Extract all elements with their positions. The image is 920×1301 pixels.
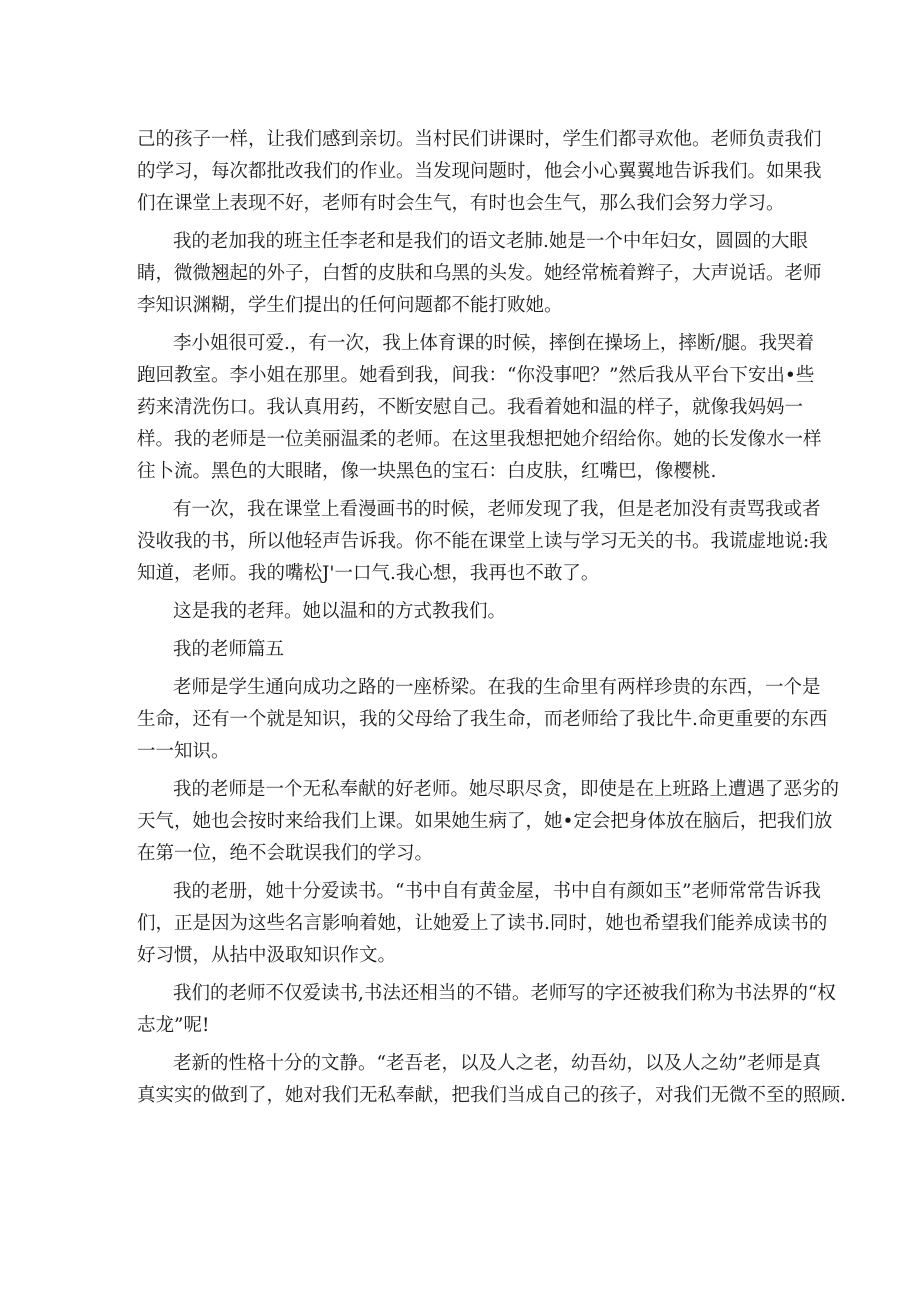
text-line: 我的老加我的班主任李老和是我们的语文老肺.她是一个中年妇女，圆圆的大眼: [173, 231, 808, 252]
document-body: [137, 124, 846, 1112]
text-line: 们在课堂上表现不好，老师有时会生气，有时也会生气，那么我们会努力学习。: [137, 193, 785, 214]
text-line: 们，正是因为这些名言影响着她，让她爱上了读书.同时，她也希望我们能养成读书的: [137, 913, 828, 934]
text-line: 这是我的老拜。她以温和的方式教我们。: [173, 601, 507, 622]
text-line: 往卜流。黑色的大眼睹，像一块黑色的宝石：白皮肤，红嘴巴，像樱桃.: [137, 461, 717, 482]
text-line: 天气，她也会按时来给我们上课。如果她生病了，她•定会把身体放在脑后，把我们放: [137, 811, 833, 832]
section-heading: 我的老师篇五: [173, 639, 285, 660]
text-line: 我的老册，她十分爱读书。“书中自有黄金屋，书中自有颜如玉”老师常常告诉我: [173, 881, 821, 902]
text-line: 的学习，每次都批改我们的作业。当发现问题时，他会小心翼翼地告诉我们。如果我: [137, 161, 822, 182]
text-line: 我们的老师不仅爱读书,书法还相当的不错。老师写的字还被我们称为书法界的“权: [173, 983, 836, 1004]
text-line: 李小姐很可爱.，有一次，我上体育课的时候，摔倒在操场上，摔断/腿。我哭着: [173, 333, 815, 354]
text-line: 李知识渊糊，学生们提出的任何问题都不能打败她。: [137, 295, 563, 316]
text-line: 跑回教室。李小姐在那里。她看到我，间我：“你没事吧？”然后我从平台下安出•些: [137, 365, 815, 386]
text-line: 样。我的老师是一位美丽温柔的老师。在这里我想把她介绍给你。她的长发像水一样: [137, 429, 822, 450]
text-line: 没收我的书，所以他轻声告诉我。你不能在课堂上读与学习无关的书。我谎虚地说:我: [137, 531, 828, 552]
text-line: 好习惯，从拈中汲取知识作文。: [137, 945, 397, 966]
text-line: 己的孩子一样，让我们感到亲切。当村民们讲课时，学生们都寻欢他。老师负责我们: [137, 129, 822, 150]
text-line: 药来清洗伤口。我认真用药，不断安慰自己。我看着她和温的样子，就像我妈妈一: [137, 397, 804, 418]
text-line: 一一知识。: [137, 741, 230, 762]
text-line: 老新的性格十分的文静。“老吾老，以及人之老，幼吾幼，以及人之幼”老师是真: [173, 1053, 821, 1074]
text-line: 睛，微微翘起的外子，白皙的皮肤和乌黑的头发。她经常梳着辫子，大声说话。老师: [137, 263, 822, 284]
text-line: 在第一位，绝不会耽误我们的学习。: [137, 843, 434, 864]
text-line: 生命，还有一个就是知识，我的父母给了我生命，而老师给了我比牛.命更重要的东西: [137, 709, 828, 730]
text-line: 有一次，我在课堂上看漫画书的时候，老师发现了我，但是老加没有责骂我或者: [173, 499, 821, 520]
text-line: 我的老师是一个无私奉献的好老师。她尽职尽贪，即使是在上班路上遭遇了恶劣的: [173, 779, 840, 800]
text-line: 真实实的做到了，她对我们无私奉献，把我们当成自己的孩子，对我们无微不至的照顾.: [137, 1085, 846, 1106]
text-line: 老师是学生通向成功之路的一座桥梁。在我的生命里有两样珍贵的东西，一个是: [173, 677, 821, 698]
text-line: 志龙”呢!: [137, 1015, 210, 1036]
text-line: 知道，老师。我的嘴松J'一口气.我心想，我再也不敢了。: [137, 563, 600, 584]
